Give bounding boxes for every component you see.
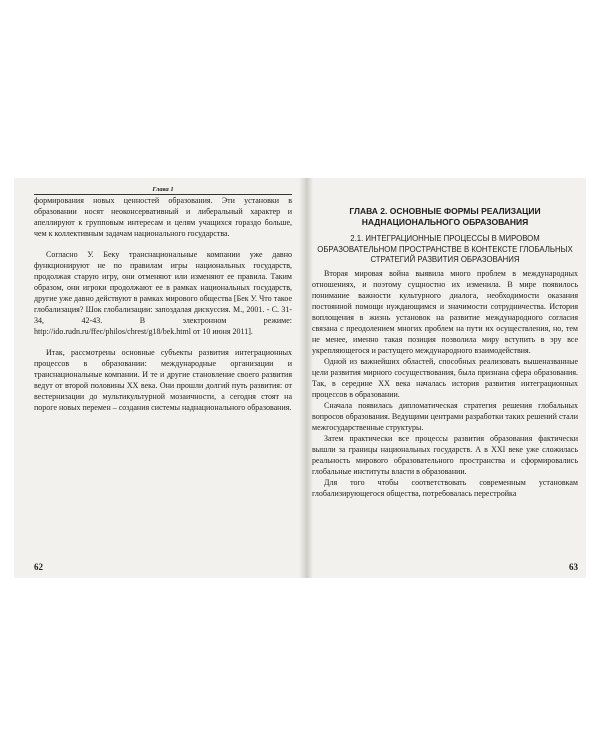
right-paragraph-3: Сначала появилась дипломатическая стратегия решения глобальных вопросов образования. Ведущими центрами разработки таких решений стали межгосударственные структуры. [312, 400, 578, 432]
right-paragraph-5: Для того чтобы соответствовать современным установкам глобализирующегося общества, потребовалась перестройка [312, 477, 578, 498]
right-paragraph-4: Затем практически все процессы развития образования фактически вышли за границы национальных государств. А в XXI веке уже сложилась реальность мирового образовательного пространства и сформировались глобальные институты власти в образовании. [312, 433, 578, 476]
right-paragraph-1: Вторая мировая война выявила много проблем в международных отношениях, и поэтому сущностно их изменила. В мире появилось понимание важности культурного диалога, необходимости оказания постоянной помощи нуждающимся и значимости сотрудничества. История воплощения в жизнь установок на развитие международного согласия связана с преодолением многих проблем на пути их осуществления, но, тем не менее, именно такая позиция позволила миру вступить в эру все укрепляющегося и растущего международного взаимодействия. [312, 268, 578, 355]
left-paragraph-2: Согласно У. Беку транснациональные компании уже давно функционируют не по правилам игры национальных государств, продолжая старую игру, они отменяют или изменяют ее правила. Таким образом, они игроки продолжают ее в рамках национальных государств, другие уже давно действуют в рамках мирового общества [Бек У. Что такое глобализация? Шок глобализации: запоздалая дискуссия. М., 2001. - С. 31-34, 42-43. В электронном режиме: http://ido.rudn.ru/ffec/philos/chrest/g18/bek.html от 10 июня 2011]. [34, 250, 292, 336]
left-paragraph-3: Итак, рассмотрены основные субъекты развития интеграционных процессов в образовании: международные организации и транснациональные компании. И те и другие становление своего развития ведут от второй половины XX века. Они прошли долгий путь развития: от вестернизации до мультикультурной мозаичности, а сегодня стоят на пороге новых перемен – создания системы наднационального образования. [34, 348, 292, 412]
book-spread [14, 178, 586, 578]
right-page [312, 186, 578, 576]
left-page [34, 186, 292, 576]
right-paragraph-2: Одной из важнейших областей, способных реализовать вышеназванные цели развития мирного сосуществования, была признана сфера образования. Так, в середине XX века началась история развития интеграционных процессов в образовании. [312, 356, 578, 399]
page-number-right: 63 [569, 562, 578, 572]
page-number-left: 62 [34, 562, 43, 572]
book-gutter [299, 178, 313, 578]
left-paragraph-1: формирования новых ценностей образования. Эти установки в образовании носят неоконсервативный и либеральный характер и апеллируют к групповым интересам и целям учащихся гораздо больше, чем к коллективным задачам национального государства. [34, 196, 292, 238]
running-head: Глава 1 [152, 186, 174, 193]
section-title: 2.1. ИНТЕГРАЦИОННЫЕ ПРОЦЕССЫ В МИРОВОМ ОБРАЗОВАТЕЛЬНОМ ПРОСТРАНСТВЕ В КОНТЕКСТЕ ГЛОБАЛЬНЫХ СТРАТЕГИЙ РАЗВИТИЯ ОБРАЗОВАНИЯ [317, 234, 573, 264]
chapter-title: ГЛАВА 2. ОСНОВНЫЕ ФОРМЫ РЕАЛИЗАЦИИ НАДНАЦИОНАЛЬНОГО ОБРАЗОВАНИЯ [349, 206, 541, 227]
